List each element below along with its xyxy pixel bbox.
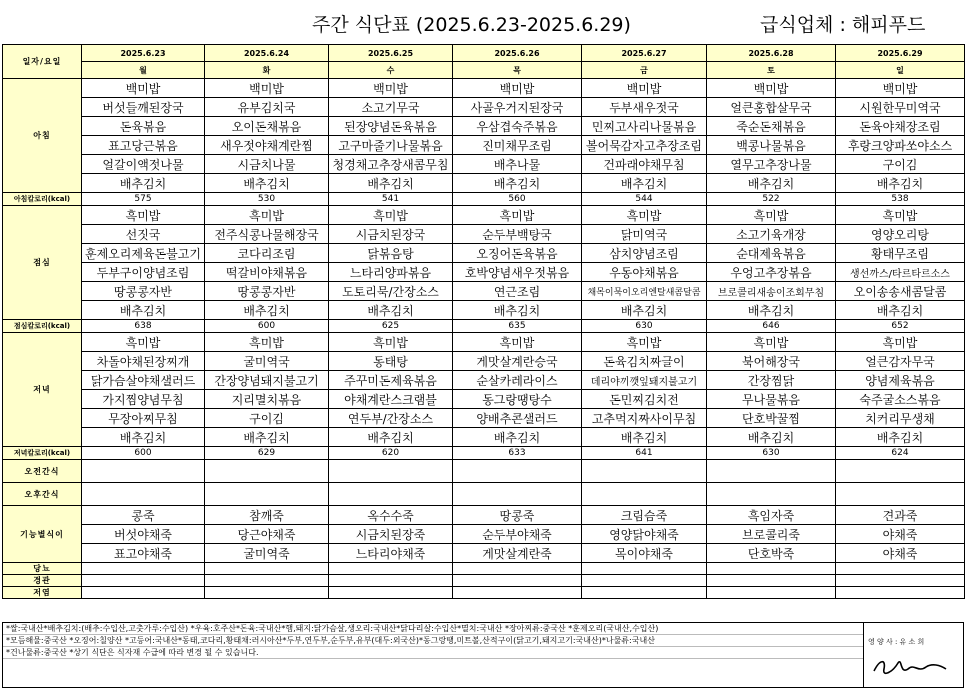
diet-cell — [453, 575, 582, 587]
lunch-dish: 떡갈비야채볶음 — [205, 263, 329, 282]
breakfast-dish: 건파래야채무침 — [582, 155, 707, 174]
snack-cell — [582, 460, 707, 483]
lunch-dish: 호박양념새우젓볶음 — [453, 263, 582, 282]
snack-cell — [329, 460, 453, 483]
date-day-label: 일자/요일 — [3, 45, 82, 79]
breakfast-dish: 진미채무조림 — [453, 136, 582, 155]
dinner-dish: 데리야끼깻잎돼지불고기 — [582, 371, 707, 390]
dinner-dish: 북어해장국 — [707, 352, 836, 371]
diet-cell — [205, 587, 329, 599]
breakfast-dish: 돈육야채장조림 — [836, 117, 965, 136]
dinner-dish: 차돌야채된장찌개 — [82, 352, 205, 371]
breakfast-calorie-label: 아침칼로리(kcal) — [3, 193, 82, 206]
snack-cell — [329, 483, 453, 506]
breakfast-dish: 배추김치 — [707, 174, 836, 193]
lunch-dish: 훈제오리제육돈불고기 — [82, 244, 205, 263]
breakfast-dish: 구이김 — [836, 155, 965, 174]
signature-icon — [870, 651, 950, 681]
origin-notes — [2, 622, 864, 688]
lunch-dish: 땅콩콩자반 — [82, 282, 205, 301]
breakfast-dish: 배추김치 — [205, 174, 329, 193]
lunch-dish: 채목이묵이오리엔탈새콤달콤 — [582, 282, 707, 301]
lunch-calorie-value: 652 — [836, 320, 965, 333]
dinner-calorie-value: 629 — [205, 447, 329, 460]
lunch-dish: 영양오리탕 — [836, 225, 965, 244]
dinner-dish: 무장아찌무침 — [82, 409, 205, 428]
breakfast-dish: 새우젓야채계란찜 — [205, 136, 329, 155]
diet-cell — [707, 575, 836, 587]
lunch-dish: 소고기육개장 — [707, 225, 836, 244]
lunch-calorie-value: 630 — [582, 320, 707, 333]
breakfast-dish: 버섯들깨된장국 — [82, 98, 205, 117]
porridge-item: 브로콜리죽 — [707, 525, 836, 544]
lunch-dish: 삼치양념조림 — [582, 244, 707, 263]
diet-cell — [82, 575, 205, 587]
dinner-dish: 치커리무생채 — [836, 409, 965, 428]
breakfast-dish: 오이돈채볶음 — [205, 117, 329, 136]
weekday-cell: 토 — [707, 62, 836, 79]
dinner-dish: 흑미밥 — [453, 333, 582, 352]
breakfast-calorie-value: 544 — [582, 193, 707, 206]
title-bar — [0, 10, 965, 40]
diet-cell — [205, 575, 329, 587]
lunch-dish: 황태무조림 — [836, 244, 965, 263]
breakfast-dish: 백미밥 — [707, 79, 836, 98]
diet-cell — [707, 587, 836, 599]
diet-cell — [329, 575, 453, 587]
lunch-dish: 두부구이양념조림 — [82, 263, 205, 282]
dinner-dish: 흑미밥 — [205, 333, 329, 352]
breakfast-dish: 백미밥 — [582, 79, 707, 98]
porridge-item: 단호박죽 — [707, 544, 836, 563]
dinner-dish: 배추김치 — [453, 428, 582, 447]
date-cell: 2025.6.26 — [453, 45, 582, 62]
signature-box — [862, 622, 964, 688]
weekday-cell: 금 — [582, 62, 707, 79]
note-line: *쌀:국내산*배추김치:(배추:수입산,고춧가루:수입산) *우육:호주산*돈육:국내산*햄,돼지:닭가슴살,생오리:국내산*닭다리살:수입산*멸치:국내산 *장아찌류:중국산 *훈제오리(국내산,수입산) — [3, 623, 863, 635]
breakfast-dish: 볼어묵감자고추장조림 — [582, 136, 707, 155]
lunch-dish: 흑미밥 — [453, 206, 582, 225]
lunch-dish: 생선까스/타르타르소스 — [836, 263, 965, 282]
note-line: *건나물류:중국산 *상기 식단은 식자재 수급에 따라 변경 될 수 있습니다. — [3, 647, 863, 659]
diet-cell — [836, 575, 965, 587]
porridge-item: 목이야채죽 — [582, 544, 707, 563]
page-title: 주간 식단표 (2025.6.23-2025.6.29) — [312, 14, 631, 36]
date-cell: 2025.6.29 — [836, 45, 965, 62]
diet-cell — [205, 563, 329, 575]
lunch-dish: 배추김치 — [329, 301, 453, 320]
porridge-item: 영양닭야채죽 — [582, 525, 707, 544]
lunch-dish: 흑미밥 — [707, 206, 836, 225]
lunch-calorie-value: 646 — [707, 320, 836, 333]
breakfast-dish: 두부새우젓국 — [582, 98, 707, 117]
dinner-dish: 굴미역국 — [205, 352, 329, 371]
breakfast-dish: 시원한무미역국 — [836, 98, 965, 117]
dinner-dish: 돈민찌김치전 — [582, 390, 707, 409]
breakfast-dish: 우삼겹숙주볶음 — [453, 117, 582, 136]
diet-cell — [453, 587, 582, 599]
diet-row-label: 당뇨 — [3, 563, 82, 575]
note-line: *모듬해물:중국산 *오징어:칠양산 *고등어:국내산*동태,코다리,황태채:러시아산*두부,연두부,순두부,유부(대두:외국산)*동그랑땡,미트볼,산적구이(닭고기,돼지고기:국내산)*나물류:국내산 — [3, 635, 863, 647]
dinner-dish: 흑미밥 — [82, 333, 205, 352]
diet-cell — [582, 587, 707, 599]
lunch-dish: 오징어돈육볶음 — [453, 244, 582, 263]
porridge-item: 순두부야채죽 — [453, 525, 582, 544]
snack-label: 오후간식 — [3, 483, 82, 506]
lunch-dish: 오이송송새콤달콤 — [836, 282, 965, 301]
lunch-dish: 시금치된장국 — [329, 225, 453, 244]
nutritionist-label: 영 양 사 : 유 소 희 — [868, 638, 925, 646]
snack-cell — [836, 483, 965, 506]
diet-cell — [329, 563, 453, 575]
breakfast-dish: 후랑크양파쏘야소스 — [836, 136, 965, 155]
snack-cell — [82, 483, 205, 506]
breakfast-dish: 민찌고사리나물볶음 — [582, 117, 707, 136]
date-cell: 2025.6.23 — [82, 45, 205, 62]
dinner-dish: 흑미밥 — [707, 333, 836, 352]
lunch-dish: 브로콜리새송이조회무침 — [707, 282, 836, 301]
diet-row-label: 저염 — [3, 587, 82, 599]
lunch-dish: 배추김치 — [82, 301, 205, 320]
diet-cell — [329, 587, 453, 599]
dinner-dish: 동그랑땡탕수 — [453, 390, 582, 409]
lunch-dish: 배추김치 — [836, 301, 965, 320]
porridge-item: 느타리야채죽 — [329, 544, 453, 563]
dinner-dish: 돈육김치짜글이 — [582, 352, 707, 371]
dinner-dish: 게맛살계란승국 — [453, 352, 582, 371]
porridge-item: 야채죽 — [836, 544, 965, 563]
lunch-dish: 닭볶음탕 — [329, 244, 453, 263]
date-cell: 2025.6.24 — [205, 45, 329, 62]
lunch-dish: 흑미밥 — [205, 206, 329, 225]
lunch-dish: 배추김치 — [582, 301, 707, 320]
porridge-item: 땅콩죽 — [453, 506, 582, 525]
porridge-item: 흑임자죽 — [707, 506, 836, 525]
lunch-dish: 흑미밥 — [836, 206, 965, 225]
dinner-dish: 무나물볶음 — [707, 390, 836, 409]
porridge-item: 견과죽 — [836, 506, 965, 525]
weekday-cell: 목 — [453, 62, 582, 79]
snack-cell — [205, 460, 329, 483]
porridge-item: 굴미역죽 — [205, 544, 329, 563]
snack-cell — [707, 460, 836, 483]
date-cell: 2025.6.28 — [707, 45, 836, 62]
lunch-dish: 순두부백탕국 — [453, 225, 582, 244]
weekday-cell: 월 — [82, 62, 205, 79]
lunch-dish: 흑미밥 — [329, 206, 453, 225]
lunch-dish: 선짓국 — [82, 225, 205, 244]
lunch-dish: 배추김치 — [205, 301, 329, 320]
dinner-dish: 배추김치 — [836, 428, 965, 447]
dinner-dish: 구이김 — [205, 409, 329, 428]
breakfast-dish: 된장양념돈육볶음 — [329, 117, 453, 136]
weekday-cell: 수 — [329, 62, 453, 79]
dinner-dish: 배추김치 — [82, 428, 205, 447]
lunch-dish: 닭미역국 — [582, 225, 707, 244]
breakfast-dish: 백콩나물볶음 — [707, 136, 836, 155]
breakfast-calorie-value: 541 — [329, 193, 453, 206]
diet-row-label: 경관 — [3, 575, 82, 587]
porridge-label: 기능별식이 — [3, 506, 82, 563]
breakfast-dish: 열무고추장나물 — [707, 155, 836, 174]
snack-cell — [836, 460, 965, 483]
breakfast-dish: 소고기무국 — [329, 98, 453, 117]
dinner-dish: 야채계란스크램블 — [329, 390, 453, 409]
dinner-label: 저녁 — [3, 333, 82, 447]
breakfast-dish: 백미밥 — [453, 79, 582, 98]
breakfast-dish: 사골우거지된장국 — [453, 98, 582, 117]
dinner-calorie-value: 620 — [329, 447, 453, 460]
dinner-dish: 흑미밥 — [329, 333, 453, 352]
breakfast-dish: 백미밥 — [836, 79, 965, 98]
lunch-calorie-value: 600 — [205, 320, 329, 333]
lunch-dish: 배추김치 — [453, 301, 582, 320]
diet-cell — [707, 563, 836, 575]
dinner-dish: 가지찜양념무침 — [82, 390, 205, 409]
snack-cell — [582, 483, 707, 506]
breakfast-dish: 배추김치 — [329, 174, 453, 193]
dinner-dish: 지리멸치볶음 — [205, 390, 329, 409]
snack-cell — [453, 483, 582, 506]
dinner-dish: 양배추콘샐러드 — [453, 409, 582, 428]
dinner-dish: 간장찜닭 — [707, 371, 836, 390]
dinner-dish: 양념제육볶음 — [836, 371, 965, 390]
dinner-dish: 얼큰감자무국 — [836, 352, 965, 371]
breakfast-label: 아침 — [3, 79, 82, 193]
dinner-calorie-value: 630 — [707, 447, 836, 460]
lunch-dish: 순대제육볶음 — [707, 244, 836, 263]
porridge-item: 크림슴죽 — [582, 506, 707, 525]
dinner-dish: 연두부/간장소스 — [329, 409, 453, 428]
lunch-calorie-value: 638 — [82, 320, 205, 333]
breakfast-dish: 배추김치 — [453, 174, 582, 193]
dinner-dish: 닭가슴살야채샐러드 — [82, 371, 205, 390]
breakfast-dish: 배추김치 — [82, 174, 205, 193]
date-cell: 2025.6.25 — [329, 45, 453, 62]
lunch-dish: 흑미밥 — [582, 206, 707, 225]
diet-cell — [82, 563, 205, 575]
snack-cell — [82, 460, 205, 483]
breakfast-dish: 백미밥 — [82, 79, 205, 98]
dinner-dish: 주꾸미돈제육볶음 — [329, 371, 453, 390]
dinner-dish: 순살카레라이스 — [453, 371, 582, 390]
breakfast-dish: 배추나물 — [453, 155, 582, 174]
dinner-dish: 배추김치 — [582, 428, 707, 447]
lunch-dish: 연근조림 — [453, 282, 582, 301]
breakfast-calorie-value: 538 — [836, 193, 965, 206]
vendor-label: 급식업체 : 해피푸드 — [760, 14, 926, 36]
porridge-item: 표고야채죽 — [82, 544, 205, 563]
weekly-menu-table — [2, 44, 965, 599]
dinner-dish: 숙주굴소스볶음 — [836, 390, 965, 409]
dinner-dish: 간장양념돼지불고기 — [205, 371, 329, 390]
lunch-calorie-value: 625 — [329, 320, 453, 333]
dinner-calorie-value: 633 — [453, 447, 582, 460]
breakfast-dish: 백미밥 — [205, 79, 329, 98]
breakfast-calorie-value: 530 — [205, 193, 329, 206]
breakfast-calorie-value: 575 — [82, 193, 205, 206]
snack-cell — [453, 460, 582, 483]
dinner-dish: 배추김치 — [707, 428, 836, 447]
lunch-dish: 전주식콩나물해장국 — [205, 225, 329, 244]
porridge-item: 옥수수죽 — [329, 506, 453, 525]
diet-cell — [582, 563, 707, 575]
breakfast-dish: 얼갈이액젓나물 — [82, 155, 205, 174]
breakfast-dish: 배추김치 — [836, 174, 965, 193]
breakfast-calorie-value: 522 — [707, 193, 836, 206]
lunch-dish: 코다리조림 — [205, 244, 329, 263]
dinner-dish: 흑미밥 — [582, 333, 707, 352]
lunch-label: 점심 — [3, 206, 82, 320]
porridge-item: 시금치된장죽 — [329, 525, 453, 544]
breakfast-dish: 죽순돈채볶음 — [707, 117, 836, 136]
dinner-dish: 흑미밥 — [836, 333, 965, 352]
porridge-item: 야채죽 — [836, 525, 965, 544]
breakfast-dish: 백미밥 — [329, 79, 453, 98]
breakfast-dish: 고구마줄기나물볶음 — [329, 136, 453, 155]
breakfast-dish: 유부김치국 — [205, 98, 329, 117]
breakfast-dish: 시금치나물 — [205, 155, 329, 174]
dinner-dish: 배추김치 — [329, 428, 453, 447]
breakfast-dish: 얼큰홍합살무국 — [707, 98, 836, 117]
weekday-cell: 화 — [205, 62, 329, 79]
diet-cell — [453, 563, 582, 575]
lunch-calorie-value: 635 — [453, 320, 582, 333]
breakfast-dish: 표고당근볶음 — [82, 136, 205, 155]
dinner-dish: 고추먹지짜사이무침 — [582, 409, 707, 428]
snack-cell — [707, 483, 836, 506]
dinner-calorie-value: 624 — [836, 447, 965, 460]
breakfast-dish: 배추김치 — [582, 174, 707, 193]
dinner-dish: 동태탕 — [329, 352, 453, 371]
lunch-dish: 우엉고추장볶음 — [707, 263, 836, 282]
porridge-item: 콩죽 — [82, 506, 205, 525]
porridge-item: 참깨죽 — [205, 506, 329, 525]
porridge-item: 버섯야채죽 — [82, 525, 205, 544]
breakfast-dish: 돈육볶음 — [82, 117, 205, 136]
lunch-dish: 땅콩콩자반 — [205, 282, 329, 301]
diet-cell — [836, 563, 965, 575]
dinner-dish: 단호박꿀찜 — [707, 409, 836, 428]
snack-cell — [205, 483, 329, 506]
lunch-dish: 우동야채볶음 — [582, 263, 707, 282]
diet-cell — [582, 575, 707, 587]
lunch-dish: 도토리묵/간장소스 — [329, 282, 453, 301]
dinner-calorie-label: 저녁칼로리(kcal) — [3, 447, 82, 460]
snack-label: 오전간식 — [3, 460, 82, 483]
breakfast-dish: 청경채고추장새콤무침 — [329, 155, 453, 174]
lunch-calorie-label: 점심칼로리(kcal) — [3, 320, 82, 333]
lunch-dish: 배추김치 — [707, 301, 836, 320]
porridge-item: 당근야채죽 — [205, 525, 329, 544]
diet-cell — [82, 587, 205, 599]
dinner-dish: 배추김치 — [205, 428, 329, 447]
diet-cell — [836, 587, 965, 599]
breakfast-calorie-value: 560 — [453, 193, 582, 206]
porridge-item: 게맛살계란죽 — [453, 544, 582, 563]
lunch-dish: 흑미밥 — [82, 206, 205, 225]
dinner-calorie-value: 641 — [582, 447, 707, 460]
dinner-calorie-value: 600 — [82, 447, 205, 460]
date-cell: 2025.6.27 — [582, 45, 707, 62]
lunch-dish: 느타리양파볶음 — [329, 263, 453, 282]
weekday-cell: 일 — [836, 62, 965, 79]
